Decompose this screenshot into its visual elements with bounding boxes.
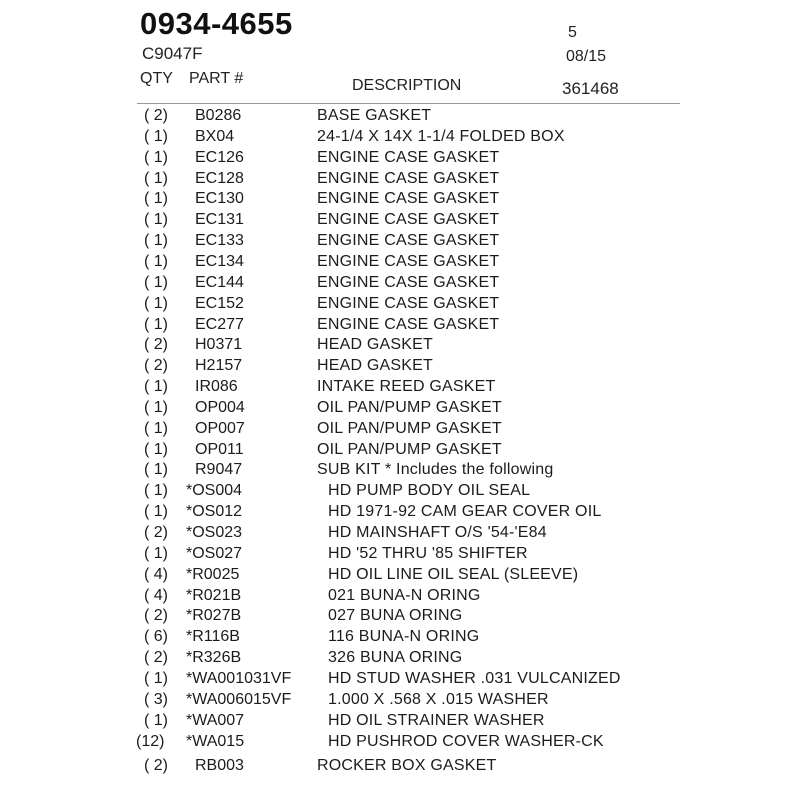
row-qty: ( 3)	[144, 690, 168, 708]
row-part-number: EC152	[195, 294, 244, 312]
row-description: HD STUD WASHER .031 VULCANIZED	[328, 669, 621, 687]
row-qty: ( 1)	[144, 669, 168, 687]
table-row	[0, 190, 800, 210]
row-description: SUB KIT * Includes the following	[317, 461, 554, 479]
row-part-number: EC131	[195, 211, 244, 229]
table-row	[0, 316, 800, 336]
column-header-description: DESCRIPTION	[352, 77, 462, 94]
row-description: ENGINE CASE GASKET	[317, 294, 500, 312]
row-qty: ( 1)	[144, 503, 168, 521]
table-row	[0, 211, 800, 231]
table-row	[0, 357, 800, 377]
row-qty: ( 1)	[144, 544, 168, 562]
row-description: ENGINE CASE GASKET	[317, 273, 500, 291]
row-part-number: EC133	[195, 232, 244, 250]
row-part-number: B0286	[195, 107, 242, 124]
row-description: BASE GASKET	[317, 107, 432, 124]
row-part-number: *OS004	[186, 482, 243, 500]
row-qty: ( 1)	[144, 711, 168, 729]
row-description: 24-1/4 X 14X 1-1/4 FOLDED BOX	[317, 127, 565, 145]
row-part-number: *WA015	[186, 732, 245, 750]
row-qty: ( 2)	[144, 757, 168, 775]
table-row	[0, 461, 800, 481]
row-qty: ( 1)	[144, 398, 168, 416]
table-row	[0, 628, 800, 648]
table-row	[0, 733, 800, 753]
row-qty: (12)	[136, 732, 165, 750]
row-description: ENGINE CASE GASKET	[317, 211, 500, 229]
row-part-number: *OS027	[186, 544, 243, 562]
row-description: 326 BUNA ORING	[328, 649, 463, 667]
table-row	[0, 274, 800, 294]
row-description: INTAKE REED GASKET	[317, 378, 496, 396]
row-part-number: OP011	[195, 440, 244, 458]
row-description: OIL PAN/PUMP GASKET	[317, 440, 502, 458]
row-description: ENGINE CASE GASKET	[317, 169, 500, 187]
row-part-number: *R021B	[186, 586, 242, 604]
row-part-number: EC134	[195, 252, 244, 270]
row-qty: ( 1)	[144, 315, 168, 333]
row-qty: ( 1)	[144, 127, 168, 145]
row-part-number: *OS023	[186, 524, 243, 541]
table-row	[0, 670, 800, 690]
column-header-qty: QTY	[140, 70, 173, 87]
table-row	[0, 420, 800, 440]
row-part-number: H0371	[195, 336, 243, 354]
table-row	[0, 587, 800, 607]
table-row	[0, 607, 800, 627]
row-qty: ( 2)	[144, 607, 168, 625]
row-qty: ( 4)	[144, 586, 168, 604]
row-description: HD '52 THRU '85 SHIFTER	[328, 544, 528, 562]
row-qty: ( 2)	[144, 357, 168, 375]
row-description: 1.000 X .568 X .015 WASHER	[328, 690, 549, 708]
table-row	[0, 503, 800, 523]
row-part-number: H2157	[195, 357, 243, 375]
row-part-number: BX04	[195, 127, 235, 145]
table-row	[0, 482, 800, 502]
row-qty: ( 2)	[144, 336, 168, 354]
table-row	[0, 649, 800, 669]
row-description: HD OIL STRAINER WASHER	[328, 711, 545, 729]
row-part-number: *R326B	[186, 649, 242, 667]
table-row	[0, 253, 800, 273]
kit-part-number: 0934-4655	[140, 6, 293, 41]
row-description: HD 1971-92 CAM GEAR COVER OIL	[328, 503, 602, 521]
row-part-number: EC126	[195, 148, 244, 166]
table-row	[0, 232, 800, 252]
row-description: HD OIL LINE OIL SEAL (SLEEVE)	[328, 565, 579, 583]
row-description: ENGINE CASE GASKET	[317, 232, 500, 250]
row-part-number: OP004	[195, 398, 245, 416]
row-part-number: *WA007	[186, 711, 245, 729]
row-part-number: *WA001031VF	[186, 669, 292, 687]
row-description: 116 BUNA-N ORING	[328, 628, 480, 646]
table-row	[0, 107, 800, 127]
row-qty: ( 6)	[144, 628, 168, 646]
row-description: OIL PAN/PUMP GASKET	[317, 419, 502, 437]
row-part-number: *WA006015VF	[186, 690, 292, 708]
row-qty: ( 1)	[144, 294, 168, 312]
row-description: HD PUMP BODY OIL SEAL	[328, 482, 531, 500]
row-part-number: EC128	[195, 169, 244, 187]
row-part-number: EC130	[195, 190, 244, 208]
row-qty: ( 2)	[144, 107, 168, 124]
row-qty: ( 1)	[144, 190, 168, 208]
kit-code: C9047F	[142, 44, 203, 63]
table-row	[0, 524, 800, 544]
table-row	[0, 691, 800, 711]
row-part-number: *R116B	[186, 628, 240, 646]
row-qty: ( 1)	[144, 440, 168, 458]
table-row	[0, 378, 800, 398]
row-description: 021 BUNA-N ORING	[328, 586, 481, 604]
table-row	[0, 441, 800, 461]
row-description: ENGINE CASE GASKET	[317, 190, 500, 208]
row-part-number: R9047	[195, 461, 243, 479]
table-row	[0, 170, 800, 190]
row-part-number: EC277	[195, 315, 244, 333]
row-description: HD MAINSHAFT O/S '54-'E84	[328, 524, 547, 541]
row-qty: ( 1)	[144, 419, 168, 437]
table-row	[0, 336, 800, 356]
row-part-number: IR086	[195, 378, 238, 396]
row-description: HD PUSHROD COVER WASHER-CK	[328, 732, 604, 750]
row-part-number: *OS012	[186, 503, 243, 521]
row-part-number: *R0025	[186, 565, 240, 583]
table-row	[0, 295, 800, 315]
row-qty: ( 1)	[144, 482, 168, 500]
table-row	[0, 149, 800, 169]
row-qty: ( 1)	[144, 169, 168, 187]
row-description: ENGINE CASE GASKET	[317, 315, 500, 333]
row-part-number: EC144	[195, 273, 244, 291]
reference-code: 361468	[562, 79, 619, 98]
table-row	[0, 712, 800, 732]
row-qty: ( 2)	[144, 524, 168, 541]
row-qty: ( 1)	[144, 211, 168, 229]
row-description: ENGINE CASE GASKET	[317, 148, 500, 166]
table-row	[0, 128, 800, 148]
row-description: HEAD GASKET	[317, 336, 434, 354]
row-part-number: *R027B	[186, 607, 242, 625]
table-row	[0, 545, 800, 565]
row-qty: ( 4)	[144, 565, 168, 583]
row-qty: ( 1)	[144, 232, 168, 250]
row-description: HEAD GASKET	[317, 357, 434, 375]
table-row	[0, 399, 800, 419]
table-row	[0, 566, 800, 586]
table-row	[0, 757, 800, 777]
row-part-number: RB003	[195, 757, 244, 775]
row-description: 027 BUNA ORING	[328, 607, 463, 625]
column-header-part: PART #	[189, 70, 244, 87]
row-qty: ( 2)	[144, 649, 168, 667]
row-part-number: OP007	[195, 419, 245, 437]
header-divider	[137, 103, 680, 104]
page-number: 5	[568, 24, 577, 41]
row-qty: ( 1)	[144, 148, 168, 166]
row-qty: ( 1)	[144, 378, 168, 396]
revision-date: 08/15	[566, 48, 607, 65]
row-qty: ( 1)	[144, 273, 168, 291]
row-qty: ( 1)	[144, 252, 168, 270]
row-description: OIL PAN/PUMP GASKET	[317, 398, 502, 416]
row-description: ENGINE CASE GASKET	[317, 252, 500, 270]
row-qty: ( 1)	[144, 461, 168, 479]
row-description: ROCKER BOX GASKET	[317, 757, 497, 775]
